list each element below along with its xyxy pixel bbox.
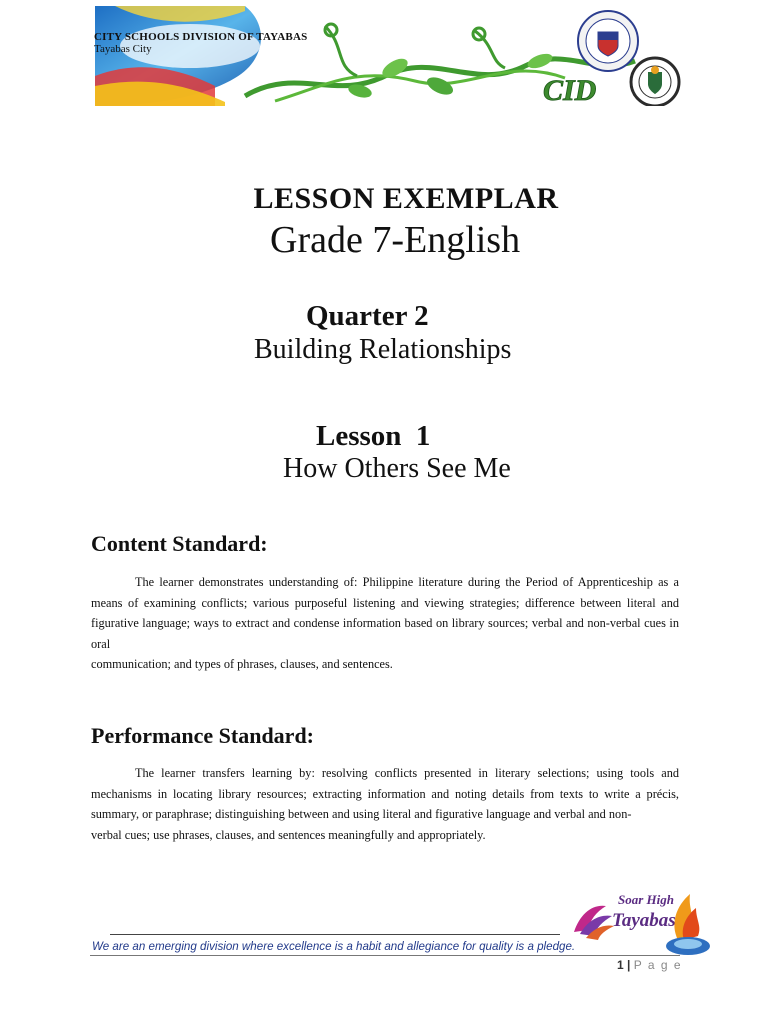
banner-graphic	[95, 6, 691, 106]
cid-logo-icon	[543, 74, 596, 106]
page-number	[617, 958, 682, 972]
soar-high-tayabas-logo	[566, 884, 716, 958]
division-motto: We are an emerging division where excellence is a habit and allegiance for quality is a pledge.	[92, 940, 576, 953]
lesson-label: Lesson 1	[316, 420, 431, 452]
grade-subject: Grade 7-English	[270, 219, 521, 261]
content-standard-body	[91, 572, 679, 675]
content-standard-paragraph: The learner demonstrates understanding of: Philippine literature during the Period of Apprenticeship as a means of examining conflicts; various purposeful listening and viewing strategies; difference between literal and figurative language; ways to extract and condense information based on library sources; verbal and non-verbal cues in oral	[91, 575, 679, 651]
header-banner	[95, 6, 691, 106]
content-standard-continuation: communication; and types of phrases, clauses, and sentences.	[91, 657, 393, 672]
content-standard-heading: Content Standard:	[91, 531, 268, 556]
tayabas-seal-icon	[631, 58, 679, 106]
city-name: Tayabas City	[94, 43, 152, 55]
performance-standard-paragraph: The learner transfers learning by: resolving conflicts presented in literary selections; using tools and mechanisms in locating library resources; extracting information and noting details from texts to write a précis, summary, or paraphrase; distinguishing between and using literal and figurative language and verbal and non-	[91, 766, 679, 822]
performance-standard-heading: Performance Standard:	[91, 723, 315, 748]
lesson-title: How Others See Me	[283, 453, 511, 484]
logo-line1: Soar High	[618, 892, 674, 907]
deped-seal-icon	[578, 11, 638, 71]
page-number-value: 1	[617, 958, 624, 972]
quarter-theme: Building Relationships	[254, 334, 512, 365]
page-separator: |	[627, 958, 631, 972]
performance-standard-body	[91, 763, 679, 845]
page-label: P a g e	[633, 958, 683, 972]
footer-divider	[110, 934, 560, 935]
soar-high-logo-icon	[566, 884, 716, 958]
svg-text:CID: CID	[543, 74, 597, 106]
document-title: LESSON EXEMPLAR	[253, 182, 559, 215]
division-title: CITY SCHOOLS DIVISION OF TAYABAS	[94, 31, 308, 43]
quarter-label: Quarter 2	[306, 300, 429, 332]
logo-line2: Tayabas	[612, 910, 676, 931]
performance-standard-continuation: verbal cues; use phrases, clauses, and sentences meaningfully and appropriately.	[91, 827, 486, 842]
